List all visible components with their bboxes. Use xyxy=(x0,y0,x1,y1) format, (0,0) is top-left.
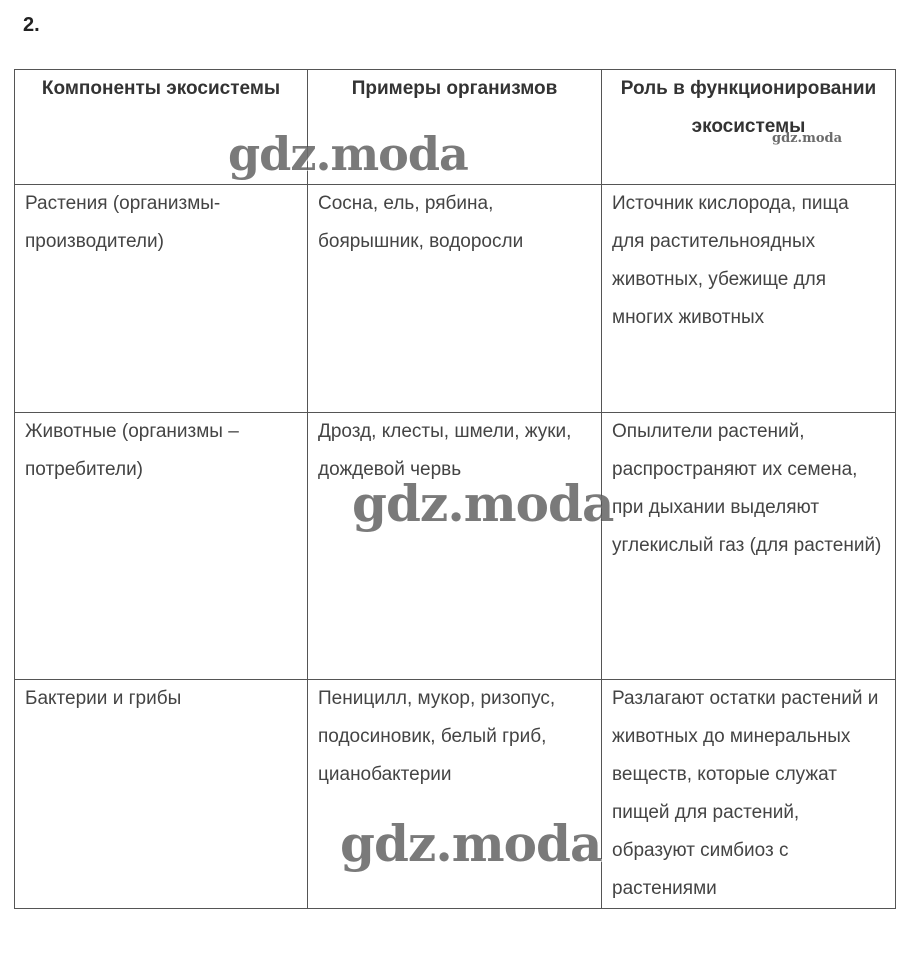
cell-examples: Дрозд, клесты, шмели, жуки, дождевой червь xyxy=(308,413,602,680)
header-role: Роль в функционировании экосистемы xyxy=(602,70,896,185)
cell-examples: Сосна, ель, рябина, боярышник, водоросли xyxy=(308,185,602,413)
watermark: gdz.moda xyxy=(340,814,602,873)
watermark-small: gdz.moda xyxy=(772,131,843,146)
cell-examples: Пеницилл, мукор, ризопус, подосиновик, белый гриб, цианобактерии xyxy=(308,680,602,909)
cell-component: Бактерии и грибы xyxy=(15,680,308,909)
table-row xyxy=(15,680,896,909)
cell-component: Животные (организмы – потребители) xyxy=(15,413,308,680)
cell-role: Источник кислорода, пища для растительноядных животных, убежище для многих животных xyxy=(602,185,896,413)
watermark: gdz.moda xyxy=(228,127,468,181)
cell-role: Разлагают остатки растений и животных до минеральных веществ, которые служат пищей для растений, образуют симбиоз с растениями xyxy=(602,680,896,909)
task-number: 2. xyxy=(23,14,40,36)
ecosystem-table xyxy=(14,69,896,909)
table-header-row xyxy=(15,70,896,185)
watermark: gdz.moda xyxy=(352,474,614,533)
table-row xyxy=(15,413,896,680)
header-examples: Примеры организмов xyxy=(308,70,602,185)
cell-component: Растения (организмы-производители) xyxy=(15,185,308,413)
table-row xyxy=(15,185,896,413)
header-components: Компоненты экосистемы xyxy=(15,70,308,185)
cell-role: Опылители растений, распространяют их семена, при дыхании выделяют углекислый газ (для растений) xyxy=(602,413,896,680)
